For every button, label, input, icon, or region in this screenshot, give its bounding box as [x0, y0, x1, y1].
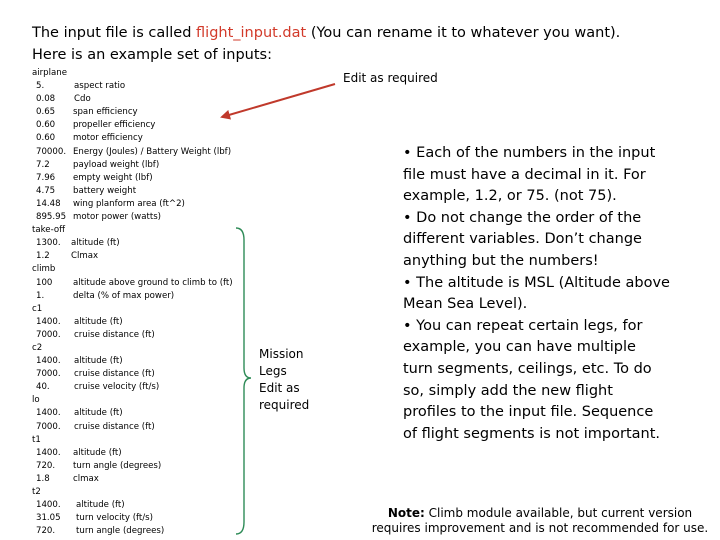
- input-value: 7000.: [36, 329, 61, 340]
- note-line: of flight segments is not important.: [403, 425, 660, 442]
- input-value: 1400.: [36, 408, 61, 419]
- input-value: 1.: [36, 290, 45, 301]
- section-keyword: take-off: [32, 225, 66, 236]
- input-value: 1400.: [36, 356, 61, 367]
- input-value: 4.75: [36, 185, 56, 196]
- input-value: 7.2: [36, 159, 50, 170]
- input-description: cruise velocity (ft/s): [74, 382, 160, 393]
- section-keyword: c1: [32, 303, 43, 314]
- input-description: altitude (ft): [73, 447, 122, 458]
- input-description: altitude (ft): [74, 408, 123, 419]
- note-line: so, simply add the new flight: [403, 382, 613, 399]
- note-line: example, you can have multiple: [403, 339, 636, 356]
- mission-legs-line: Edit as: [259, 381, 300, 395]
- note-line: file must have a decimal in it. For: [403, 166, 646, 183]
- input-description: Cdo: [74, 94, 91, 105]
- input-description: payload weight (lbf): [73, 159, 160, 170]
- input-value: 7000.: [36, 369, 61, 380]
- red-arrow: [222, 84, 335, 117]
- input-value: 0.08: [36, 94, 56, 105]
- input-description: empty weight (lbf): [73, 172, 153, 183]
- note-line: • You can repeat certain legs, for: [403, 317, 643, 334]
- input-description: cruise distance (ft): [74, 329, 155, 340]
- footnote-label: Note:: [387, 506, 425, 520]
- footnote-text: Climb module available, but current version: [424, 506, 693, 520]
- input-description: wing planform area (ft^2): [73, 198, 185, 209]
- input-description: battery weight: [73, 185, 137, 196]
- input-value: 7000.: [36, 421, 61, 432]
- note-line: anything but the numbers!: [403, 252, 599, 269]
- input-description: altitude (ft): [71, 238, 120, 249]
- note-line: Mean Sea Level).: [403, 296, 528, 313]
- input-description: altitude (ft): [74, 356, 123, 367]
- note-line: • Each of the numbers in the input: [403, 145, 656, 161]
- input-description: altitude (ft): [74, 316, 123, 327]
- note-line: different variables. Don’t change: [403, 231, 642, 248]
- note-line: turn segments, ceilings, etc. To do: [403, 360, 652, 377]
- input-value: 31.05: [36, 513, 61, 524]
- input-value: 100: [36, 277, 53, 288]
- note-line: example, 1.2, or 75. (not 75).: [403, 188, 617, 205]
- input-description: turn angle (degrees): [73, 460, 162, 471]
- section-keyword: airplane: [32, 68, 68, 78]
- input-value: 1300.: [36, 238, 61, 249]
- input-value: 70000.: [36, 146, 67, 157]
- input-description: altitude (ft): [76, 500, 125, 511]
- mission-legs-bracket: [236, 228, 251, 534]
- note-line: profiles to the input file. Sequence: [403, 404, 654, 421]
- input-description: propeller efficiency: [73, 120, 156, 131]
- input-value: 14.48: [36, 198, 61, 209]
- input-value: 0.60: [36, 120, 56, 131]
- input-description: Energy (Joules) / Battery Weight (lbf): [73, 146, 232, 157]
- header-line-2: Here is an example set of inputs:: [32, 47, 272, 63]
- input-description: motor power (watts): [73, 212, 162, 223]
- input-value: 5.: [36, 81, 45, 92]
- input-value: 1400.: [36, 447, 61, 458]
- input-description: altitude above ground to climb to (ft): [73, 277, 233, 288]
- input-description: motor efficiency: [73, 133, 143, 144]
- input-value: 0.60: [36, 133, 56, 144]
- filename-highlight: flight_input.dat: [196, 25, 307, 41]
- input-description: Clmax: [71, 251, 99, 262]
- input-description: cruise distance (ft): [74, 369, 155, 380]
- section-keyword: lo: [32, 395, 40, 406]
- input-value: 7.96: [36, 172, 56, 183]
- input-value: 720.: [36, 460, 56, 471]
- section-keyword: c2: [32, 342, 43, 353]
- input-value: 1.2: [36, 251, 50, 262]
- input-value: 0.65: [36, 107, 56, 118]
- input-description: delta (% of max power): [73, 290, 175, 301]
- note-line: • The altitude is MSL (Altitude above: [403, 274, 670, 291]
- input-value: 1400.: [36, 500, 61, 511]
- section-keyword: climb: [32, 264, 56, 275]
- input-description: turn angle (degrees): [76, 526, 165, 537]
- input-value: 40.: [36, 382, 50, 393]
- header-text: The input file is called: [32, 25, 197, 41]
- input-value: 720.: [36, 526, 56, 537]
- header-text-rest: (You can rename it to whatever you want).: [306, 25, 621, 41]
- input-description: clmax: [73, 473, 99, 484]
- input-value: 1400.: [36, 316, 61, 327]
- input-description: cruise distance (ft): [74, 421, 155, 432]
- section-keyword: t2: [32, 487, 41, 497]
- input-value: 1.8: [36, 473, 50, 484]
- edit-as-required-label: Edit as required: [343, 71, 438, 85]
- footnote-text-2: requires improvement and is not recommended for use.: [371, 521, 709, 535]
- mission-legs-line: Legs: [259, 364, 287, 378]
- note-line: • Do not change the order of the: [403, 209, 642, 226]
- mission-legs-line: required: [259, 398, 310, 412]
- input-description: turn velocity (ft/s): [76, 513, 154, 524]
- mission-legs-line: Mission: [259, 347, 304, 361]
- input-description: aspect ratio: [74, 81, 126, 92]
- input-value: 895.95: [36, 212, 67, 223]
- input-description: span efficiency: [73, 107, 138, 118]
- section-keyword: t1: [32, 434, 41, 445]
